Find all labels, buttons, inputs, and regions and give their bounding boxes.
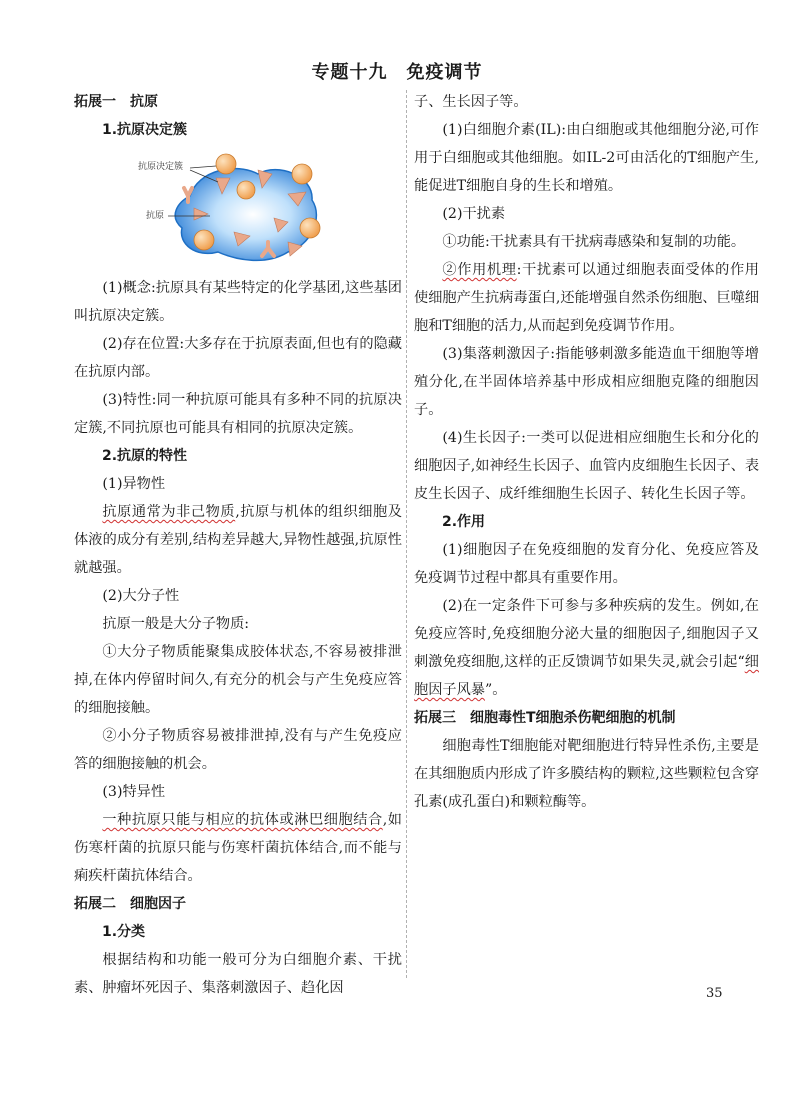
epitope-label: 抗原决定簇 (138, 162, 184, 172)
section-antigen-determinant-heading: 1.抗原决定簇 (102, 122, 188, 138)
highlight-cytokine-storm: 细胞因子风暴 (414, 654, 759, 698)
extension-3-heading: 拓展三 细胞毒性T细胞杀伤靶细胞的机制 (414, 710, 676, 726)
paragraph-foreignness: 抗原通常为非己物质,抗原与机体的组织细胞及体液的成分有差别,结构差异越大,异物性越强,抗原性就越强。 (74, 504, 402, 576)
column-divider (406, 90, 407, 978)
antigen-determinant-figure (138, 148, 338, 268)
highlight-non-self: 抗原通常为非己物质 (102, 504, 236, 520)
section-antigen-characteristics-heading: 2.抗原的特性 (102, 448, 188, 464)
paragraph-interferon-function: ①功能:干扰素具有干扰病毒感染和复制的功能。 (442, 234, 746, 250)
highlight-mechanism: ②作用机理 (442, 262, 517, 278)
epitope-ball (300, 218, 320, 238)
right-column (414, 88, 759, 816)
item-specificity: (3)特异性 (102, 784, 166, 800)
section-classification-heading: 1.分类 (102, 924, 146, 940)
left-column (74, 88, 402, 1002)
epitope-ball (194, 230, 214, 250)
highlight-specificity: 一种抗原只能与相应的抗体或淋巴细胞结合 (102, 812, 383, 828)
paragraph-small-molecule: ②小分子物质容易被排泄掉,没有与产生免疫应答的细胞接触的机会。 (74, 728, 402, 772)
item-interferon: (2)干扰素 (442, 206, 506, 222)
paragraph-interleukin: (1)白细胞介素(IL):由白细胞或其他细胞分泌,可作用于白细胞或其他细胞。如IL-2可由活化的T细胞产生,能促进T细胞自身的生长和增殖。 (414, 122, 759, 194)
paragraph-definition: (1)概念:抗原具有某些特定的化学基团,这些基团叫抗原决定簇。 (74, 280, 402, 324)
epitope-ball (216, 154, 236, 174)
paragraph-classification: 根据结构和功能一般可分为白细胞介素、干扰素、肿瘤坏死因子、集落刺激因子、趋化因 (74, 952, 402, 996)
paragraph-property: (3)特性:同一种抗原可能具有多种不同的抗原决定簇,不同抗原也可能具有相同的抗原决定簇。 (74, 392, 402, 436)
extension-2-heading: 拓展二 细胞因子 (74, 896, 186, 912)
paragraph-ctl-mechanism: 细胞毒性T细胞能对靶细胞进行特异性杀伤,主要是在其细胞质内形成了许多膜结构的颗粒,这些颗粒包含穿孔素(成孔蛋白)和颗粒酶等。 (414, 738, 760, 810)
paragraph-large-molecule: ①大分子物质能聚集成胶体状态,不容易被排泄掉,在体内停留时间久,有充分的机会与产生免疫应答的细胞接触。 (74, 644, 402, 716)
item-foreignness: (1)异物性 (102, 476, 166, 492)
paragraph-function-2: (2)在一定条件下可参与多种疾病的发生。例如,在免疫应答时,免疫细胞分泌大量的细胞因子,细胞因子又刺激免疫细胞,这样的正反馈调节如果失灵,就会引起“细胞因子风暴”。 (414, 598, 759, 698)
paragraph-location: (2)存在位置:大多存在于抗原表面,但也有的隐藏在抗原内部。 (74, 336, 402, 380)
antigen-label: 抗原 (146, 211, 165, 221)
page-number: 35 (706, 986, 723, 1001)
paragraph-csf: (3)集落刺激因子:指能够刺激多能造血干细胞等增殖分化,在半固体培养基中形成相应细胞克隆的细胞因子。 (414, 346, 759, 418)
paragraph-growth-factor: (4)生长因子:一类可以促进相应细胞生长和分化的细胞因子,如神经生长因子、血管内皮细胞生长因子、表皮生长因子、成纤维细胞生长因子、转化生长因子等。 (414, 430, 760, 502)
paragraph-interferon-mechanism: ②作用机理:干扰素可以通过细胞表面受体的作用使细胞产生抗病毒蛋白,还能增强自然杀伤细胞、巨噬细胞和T细胞的活力,从而起到免疫调节作用。 (414, 262, 760, 334)
epitope-label-pointer (190, 166, 216, 168)
paragraph-function-1: (1)细胞因子在免疫细胞的发育分化、免疫应答及免疫调节过程中都具有重要作用。 (414, 542, 759, 586)
epitope-ball (237, 181, 255, 199)
paragraph-classification-cont: 子、生长因子等。 (414, 94, 528, 110)
extension-1-heading: 拓展一 抗原 (74, 94, 158, 110)
page-title: 专题十九 免疫调节 (311, 62, 483, 83)
paragraph-macromolecular: 抗原一般是大分子物质: (102, 616, 250, 632)
paragraph-specificity: 一种抗原只能与相应的抗体或淋巴细胞结合,如伤寒杆菌的抗原只能与伤寒杆菌抗体结合,而不能与痢疾杆菌抗体结合。 (74, 812, 402, 884)
epitope-ball (292, 164, 312, 184)
item-macromolecular: (2)大分子性 (102, 588, 180, 604)
section-function-heading: 2.作用 (442, 514, 486, 530)
